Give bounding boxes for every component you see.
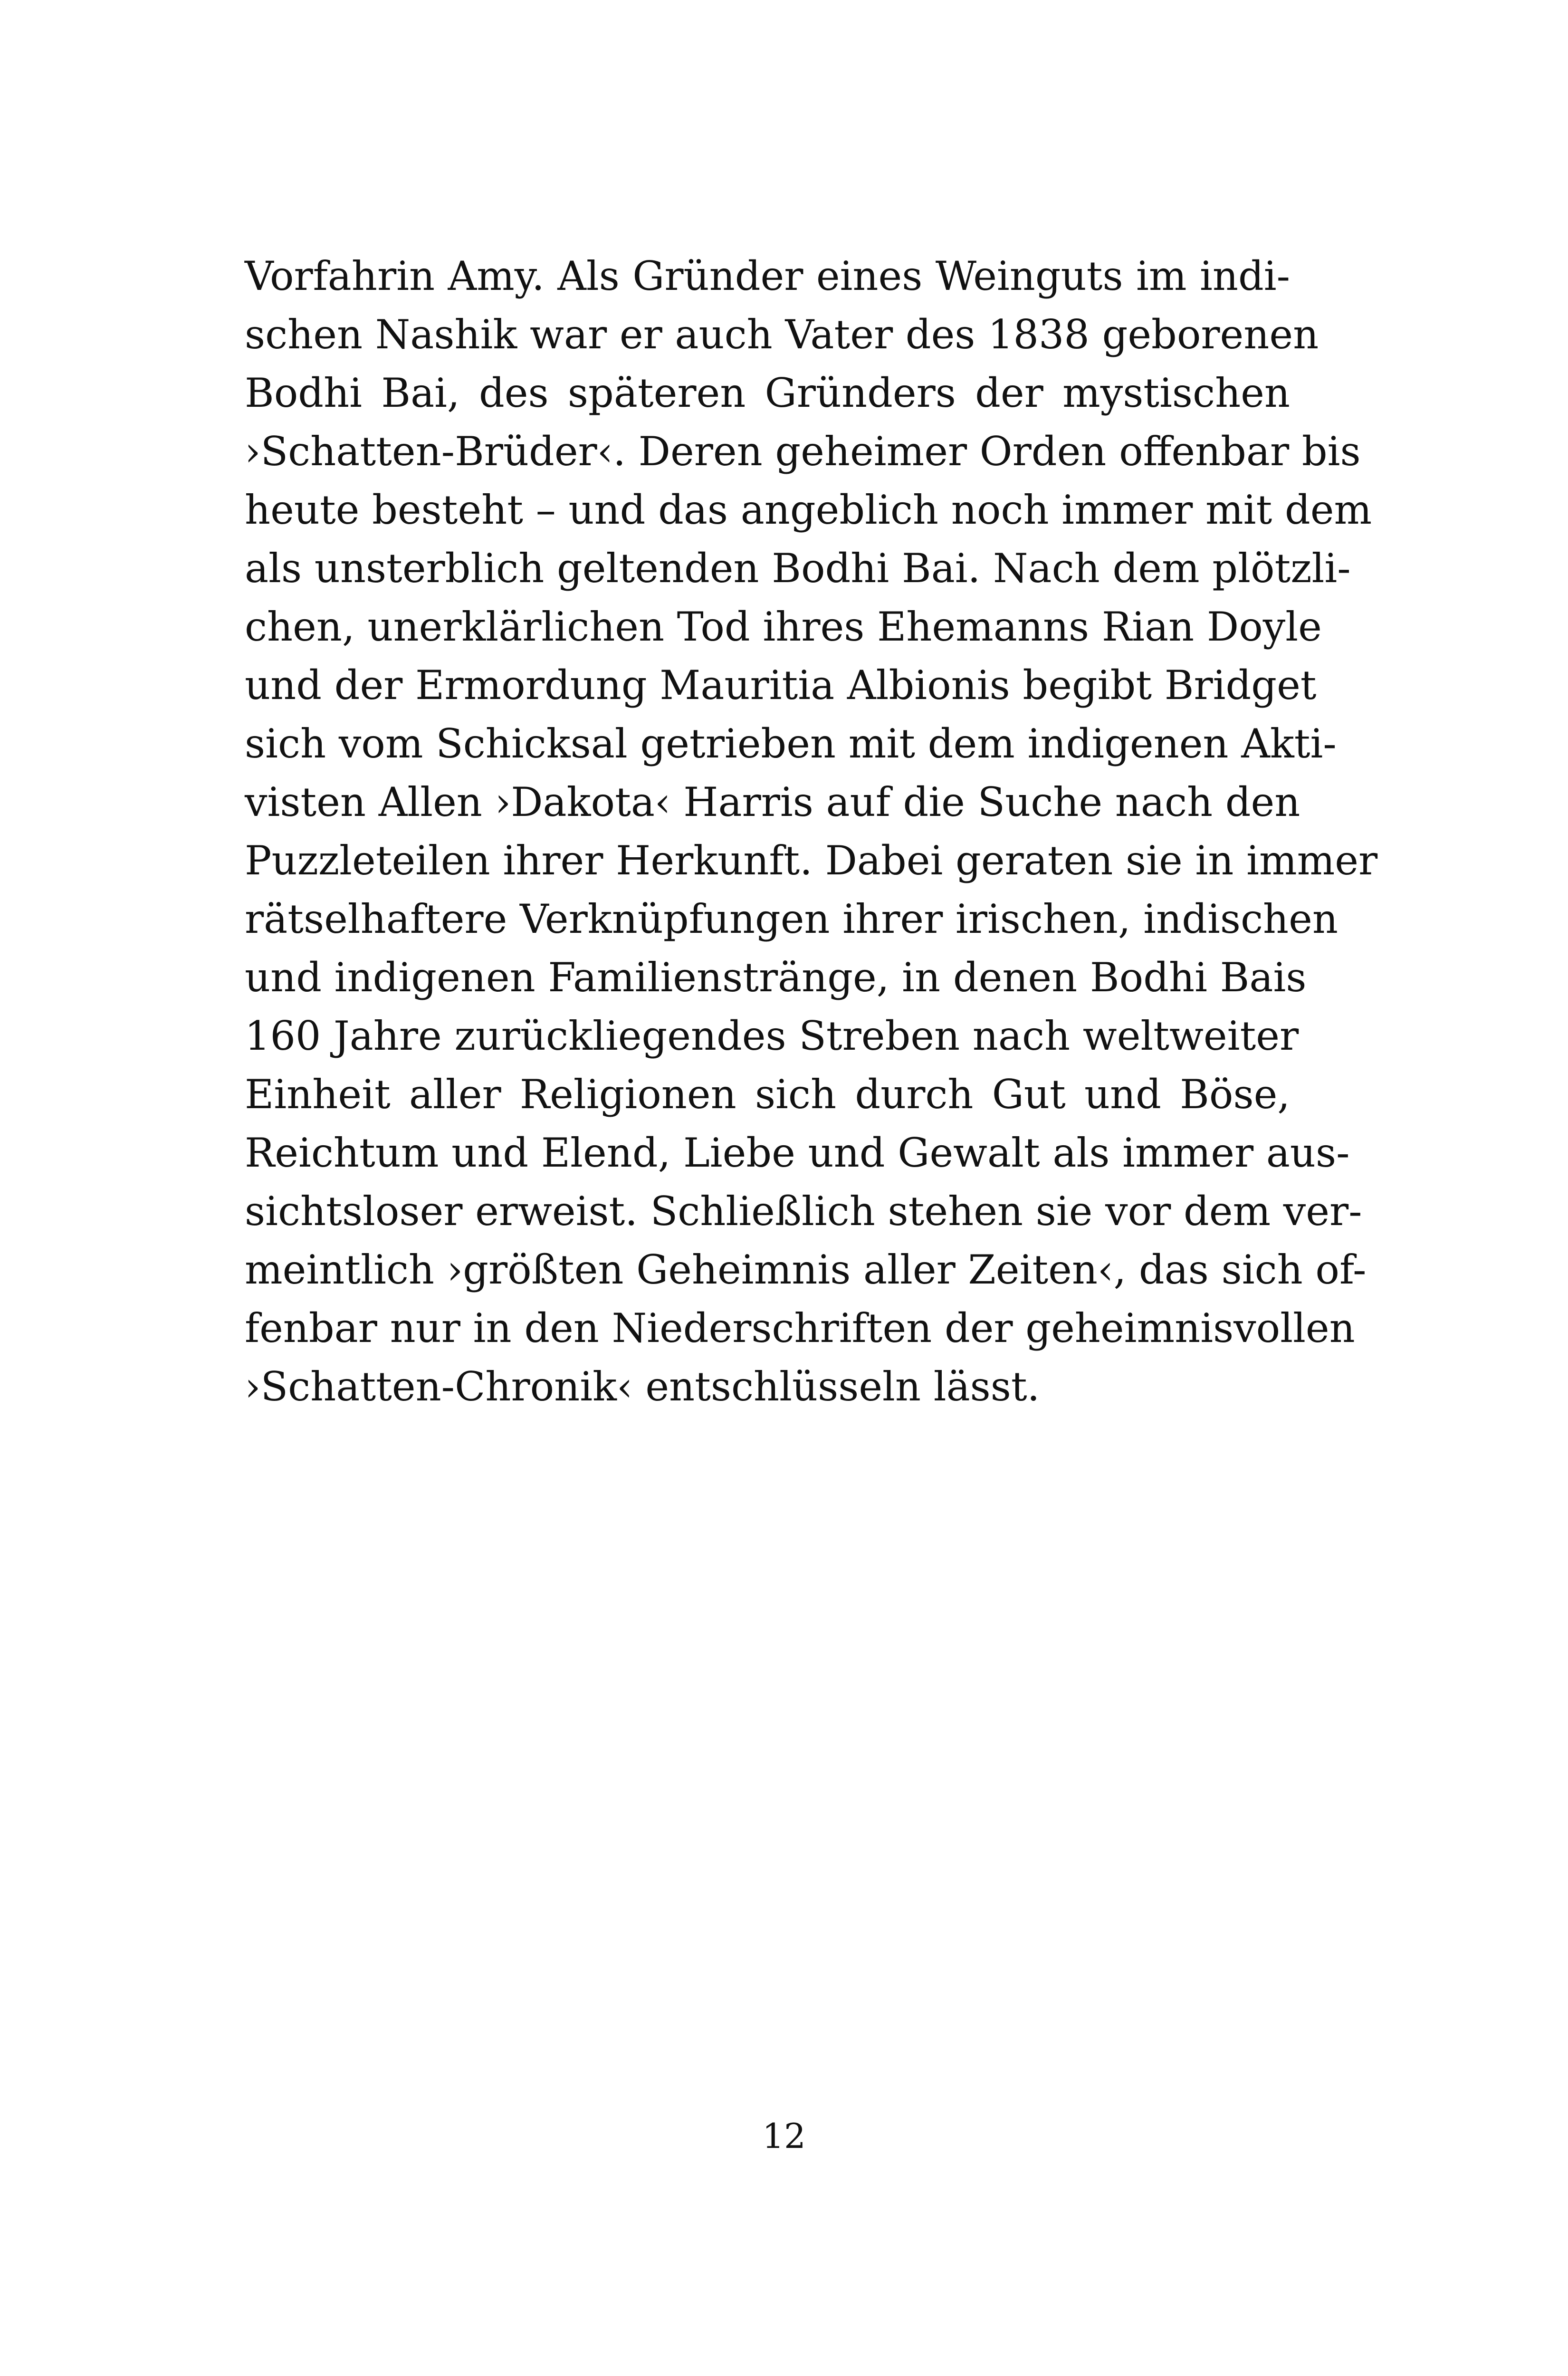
page-number: 12	[762, 2116, 806, 2156]
text-line: heute besteht – und das angeblich noch immer mit dem	[245, 487, 1372, 533]
text-line: Bodhi Bai, des späteren Gründers der mystischen	[245, 370, 1290, 416]
text-line: Einheit aller Religionen sich durch Gut und Böse,	[245, 1071, 1290, 1118]
text-line: chen, unerklärlichen Tod ihres Ehemanns Rian Doyle	[245, 604, 1322, 650]
text-line: und der Ermordung Mauritia Albionis begibt Bridget	[245, 662, 1317, 709]
text-line: rätselhaftere Verknüpfungen ihrer irischen, indischen	[245, 896, 1338, 942]
text-line: 160 Jahre zurückliegendes Streben nach weltweiter	[245, 1013, 1299, 1059]
text-line: schen Nashik war er auch Vater des 1838 geborenen	[245, 311, 1319, 358]
text-line: Vorfahrin Amy. Als Gründer eines Weinguts im indi-	[245, 253, 1290, 299]
text-line: visten Allen ›Dakota‹ Harris auf die Suche nach den	[245, 779, 1300, 825]
text-line: meintlich ›größten Geheimnis aller Zeiten‹, das sich of-	[245, 1246, 1367, 1293]
text-line: sich vom Schicksal getrieben mit dem indigenen Akti-	[245, 720, 1337, 767]
text-line: Reichtum und Elend, Liebe und Gewalt als immer aus-	[245, 1130, 1350, 1176]
text-line: ›Schatten-Chronik‹ entschlüsseln lässt.	[245, 1363, 1040, 1410]
text-line: Puzzleteilen ihrer Herkunft. Dabei geraten sie in immer	[245, 837, 1378, 884]
text-line: und indigenen Familienstränge, in denen Bodhi Bais	[245, 954, 1307, 1001]
text-line: fenbar nur in den Niederschriften der geheimnisvollen	[245, 1305, 1355, 1351]
body-text	[245, 247, 1378, 1416]
text-line: ›Schatten-Brüder‹. Deren geheimer Orden offenbar bis	[245, 428, 1361, 475]
text-line: sichtsloser erweist. Schließlich stehen sie vor dem ver-	[245, 1188, 1362, 1235]
text-line: als unsterblich geltenden Bodhi Bai. Nach dem plötzli-	[245, 545, 1351, 592]
